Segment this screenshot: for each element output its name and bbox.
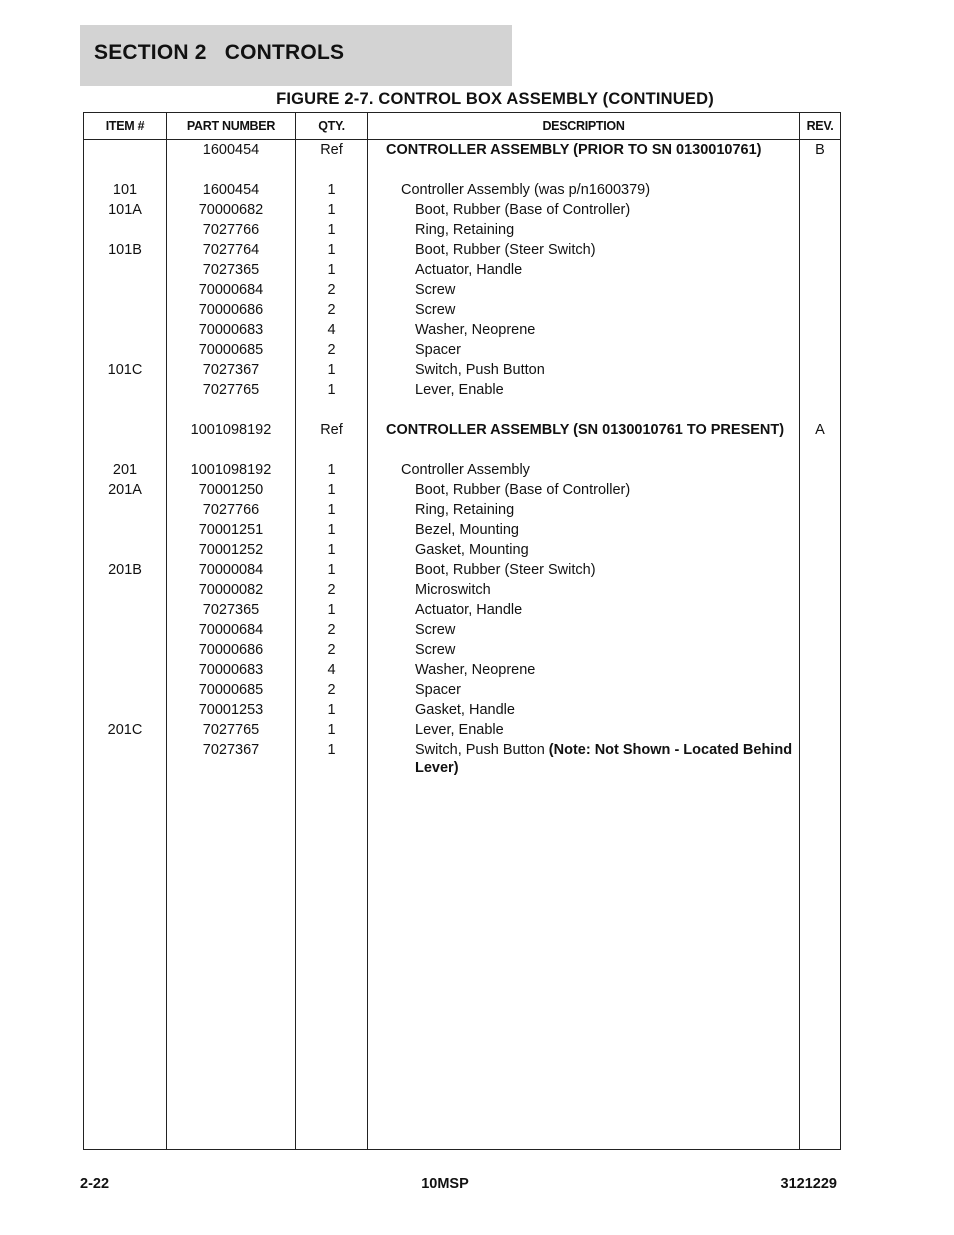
- description: [386, 640, 796, 659]
- figure-title: FIGURE 2-7. CONTROL BOX ASSEMBLY (CONTINUED): [276, 90, 714, 108]
- table-row: [84, 520, 840, 540]
- item-number: 201: [112, 462, 138, 478]
- part-number: 1600454: [202, 182, 260, 198]
- table-row: [84, 680, 840, 700]
- description: [386, 520, 796, 539]
- description-text: Spacer: [415, 342, 461, 358]
- description-text: Switch, Push Button: [415, 742, 549, 758]
- page-number: 2-22: [80, 1176, 110, 1192]
- description: [386, 660, 796, 679]
- part-number: 70000683: [198, 322, 264, 338]
- description: [386, 180, 796, 199]
- part-number: 7027365: [202, 262, 260, 278]
- part-number: 70000084: [198, 562, 264, 578]
- part-number: 70000685: [198, 682, 264, 698]
- table-row: [84, 740, 840, 777]
- table-row: [84, 540, 840, 560]
- part-number: 70000682: [198, 202, 264, 218]
- table-row: [84, 380, 840, 400]
- item-number: 201A: [108, 482, 142, 498]
- description: [386, 240, 796, 259]
- table-row: [84, 340, 840, 360]
- description: [386, 740, 796, 777]
- description: [386, 680, 796, 699]
- table-row: [84, 220, 840, 240]
- quantity: Ref: [320, 142, 343, 158]
- description-text: Spacer: [415, 682, 461, 698]
- description-text: Actuator, Handle: [415, 262, 523, 278]
- description: [386, 140, 796, 159]
- description-text: Controller Assembly (was p/n1600379): [401, 182, 651, 198]
- part-number: 7027765: [202, 382, 260, 398]
- description-text: Screw: [415, 282, 456, 298]
- part-number: 70000686: [198, 642, 264, 658]
- description: [386, 500, 796, 519]
- quantity: 1: [327, 362, 336, 378]
- quantity: 2: [327, 582, 336, 598]
- quantity: 2: [327, 622, 336, 638]
- column-header-qty: QTY.: [318, 119, 345, 133]
- table-row: [84, 500, 840, 520]
- quantity: 1: [327, 482, 336, 498]
- description: [386, 200, 796, 219]
- description-text: Gasket, Mounting: [415, 542, 529, 558]
- item-number: 201C: [107, 722, 143, 738]
- quantity: 1: [327, 202, 336, 218]
- quantity: 2: [327, 642, 336, 658]
- quantity: 1: [327, 462, 336, 478]
- quantity: 1: [327, 702, 336, 718]
- description-note: (Note: Not Shown - Located Behind Lever): [415, 742, 793, 776]
- description: [386, 540, 796, 559]
- description-text: Boot, Rubber (Steer Switch): [415, 242, 596, 258]
- item-number: 101B: [108, 242, 142, 258]
- part-number: 70001251: [198, 522, 264, 538]
- item-number: 201B: [108, 562, 142, 578]
- quantity: 2: [327, 302, 336, 318]
- table-row: [84, 360, 840, 380]
- table-row: [84, 460, 840, 480]
- table-spacer-row: [84, 440, 840, 460]
- part-number: 7027765: [202, 722, 260, 738]
- table-row: [84, 620, 840, 640]
- description: [386, 280, 796, 299]
- part-number: 1600454: [202, 142, 260, 158]
- description-text: Microswitch: [415, 582, 491, 598]
- table-row: [84, 560, 840, 580]
- model-name: 10MSP: [421, 1176, 469, 1192]
- description-text: CONTROLLER ASSEMBLY (SN 0130010761 TO PRESENT): [386, 422, 785, 438]
- quantity: 1: [327, 522, 336, 538]
- revision: A: [815, 422, 825, 438]
- table-row: [84, 320, 840, 340]
- quantity: Ref: [320, 422, 343, 438]
- table-row: [84, 180, 840, 200]
- part-number: 7027766: [202, 502, 260, 518]
- column-header-item: ITEM #: [105, 119, 145, 133]
- part-number: 70000684: [198, 622, 264, 638]
- description-text: Boot, Rubber (Base of Controller): [415, 202, 631, 218]
- description-text: Controller Assembly: [401, 462, 530, 478]
- column-header-part-number: PART NUMBER: [186, 119, 276, 133]
- quantity: 1: [327, 542, 336, 558]
- table-row: [84, 140, 840, 160]
- description: [386, 620, 796, 639]
- description-text: Gasket, Handle: [415, 702, 515, 718]
- table-row: [84, 200, 840, 220]
- item-number: 101C: [107, 362, 143, 378]
- description: [386, 380, 796, 399]
- table-row: [84, 700, 840, 720]
- description: [386, 480, 796, 499]
- part-number: 70001253: [198, 702, 264, 718]
- part-number: 70001250: [198, 482, 264, 498]
- part-number: 70000684: [198, 282, 264, 298]
- quantity: 4: [327, 662, 336, 678]
- quantity: 1: [327, 602, 336, 618]
- description: [386, 260, 796, 279]
- quantity: 1: [327, 722, 336, 738]
- description: [386, 720, 796, 739]
- table-spacer-row: [84, 160, 840, 180]
- part-number: 7027365: [202, 602, 260, 618]
- item-number: 101: [112, 182, 138, 198]
- table-row: [84, 280, 840, 300]
- quantity: 1: [327, 182, 336, 198]
- part-number: 7027367: [202, 742, 260, 758]
- section-title: SECTION 2 CONTROLS: [94, 41, 345, 64]
- parts-table: [83, 112, 841, 1150]
- part-number: 70000683: [198, 662, 264, 678]
- table-row: [84, 240, 840, 260]
- item-number: 101A: [108, 202, 142, 218]
- description: [386, 420, 796, 439]
- description-text: Ring, Retaining: [415, 222, 515, 238]
- part-number: 1001098192: [190, 462, 272, 478]
- description-text: Lever, Enable: [415, 382, 504, 398]
- description-text: Ring, Retaining: [415, 502, 515, 518]
- description-text: Washer, Neoprene: [415, 322, 536, 338]
- quantity: 1: [327, 382, 336, 398]
- revision: B: [815, 142, 825, 158]
- table-row: [84, 720, 840, 740]
- description-text: Screw: [415, 302, 456, 318]
- description: [386, 320, 796, 339]
- part-number: 7027766: [202, 222, 260, 238]
- part-number: 70001252: [198, 542, 264, 558]
- quantity: 2: [327, 682, 336, 698]
- table-row: [84, 300, 840, 320]
- description: [386, 220, 796, 239]
- description-text: Bezel, Mounting: [415, 522, 519, 538]
- quantity: 1: [327, 262, 336, 278]
- part-number: 7027367: [202, 362, 260, 378]
- table-row: [84, 580, 840, 600]
- column-header-description: DESCRIPTION: [542, 119, 625, 133]
- description: [386, 600, 796, 619]
- table-row: [84, 260, 840, 280]
- description-text: Boot, Rubber (Steer Switch): [415, 562, 596, 578]
- quantity: 2: [327, 282, 336, 298]
- table-row: [84, 600, 840, 620]
- description-text: Lever, Enable: [415, 722, 504, 738]
- quantity: 1: [327, 502, 336, 518]
- description-text: Washer, Neoprene: [415, 662, 536, 678]
- quantity: 1: [327, 742, 336, 758]
- description: [386, 560, 796, 579]
- description-text: CONTROLLER ASSEMBLY (PRIOR TO SN 0130010761): [386, 142, 762, 158]
- description: [386, 580, 796, 599]
- part-number: 70000082: [198, 582, 264, 598]
- table-row: [84, 480, 840, 500]
- table-row: [84, 640, 840, 660]
- description-text: Boot, Rubber (Base of Controller): [415, 482, 631, 498]
- description: [386, 340, 796, 359]
- description-text: Screw: [415, 642, 456, 658]
- table-spacer-row: [84, 400, 840, 420]
- column-header-rev: REV.: [806, 119, 834, 133]
- table-row: [84, 660, 840, 680]
- quantity: 1: [327, 242, 336, 258]
- part-number: 70000685: [198, 342, 264, 358]
- description-text: Switch, Push Button: [415, 362, 545, 378]
- part-number: 70000686: [198, 302, 264, 318]
- section-header-bar: [80, 25, 512, 86]
- description: [386, 700, 796, 719]
- part-number: 1001098192: [190, 422, 272, 438]
- quantity: 4: [327, 322, 336, 338]
- document-number: 3121229: [780, 1176, 837, 1192]
- quantity: 2: [327, 342, 336, 358]
- quantity: 1: [327, 562, 336, 578]
- table-body: [84, 140, 840, 777]
- quantity: 1: [327, 222, 336, 238]
- description-text: Actuator, Handle: [415, 602, 523, 618]
- table-row: [84, 420, 840, 440]
- description: [386, 300, 796, 319]
- part-number: 7027764: [202, 242, 260, 258]
- description-text: Screw: [415, 622, 456, 638]
- description: [386, 460, 796, 479]
- description: [386, 360, 796, 379]
